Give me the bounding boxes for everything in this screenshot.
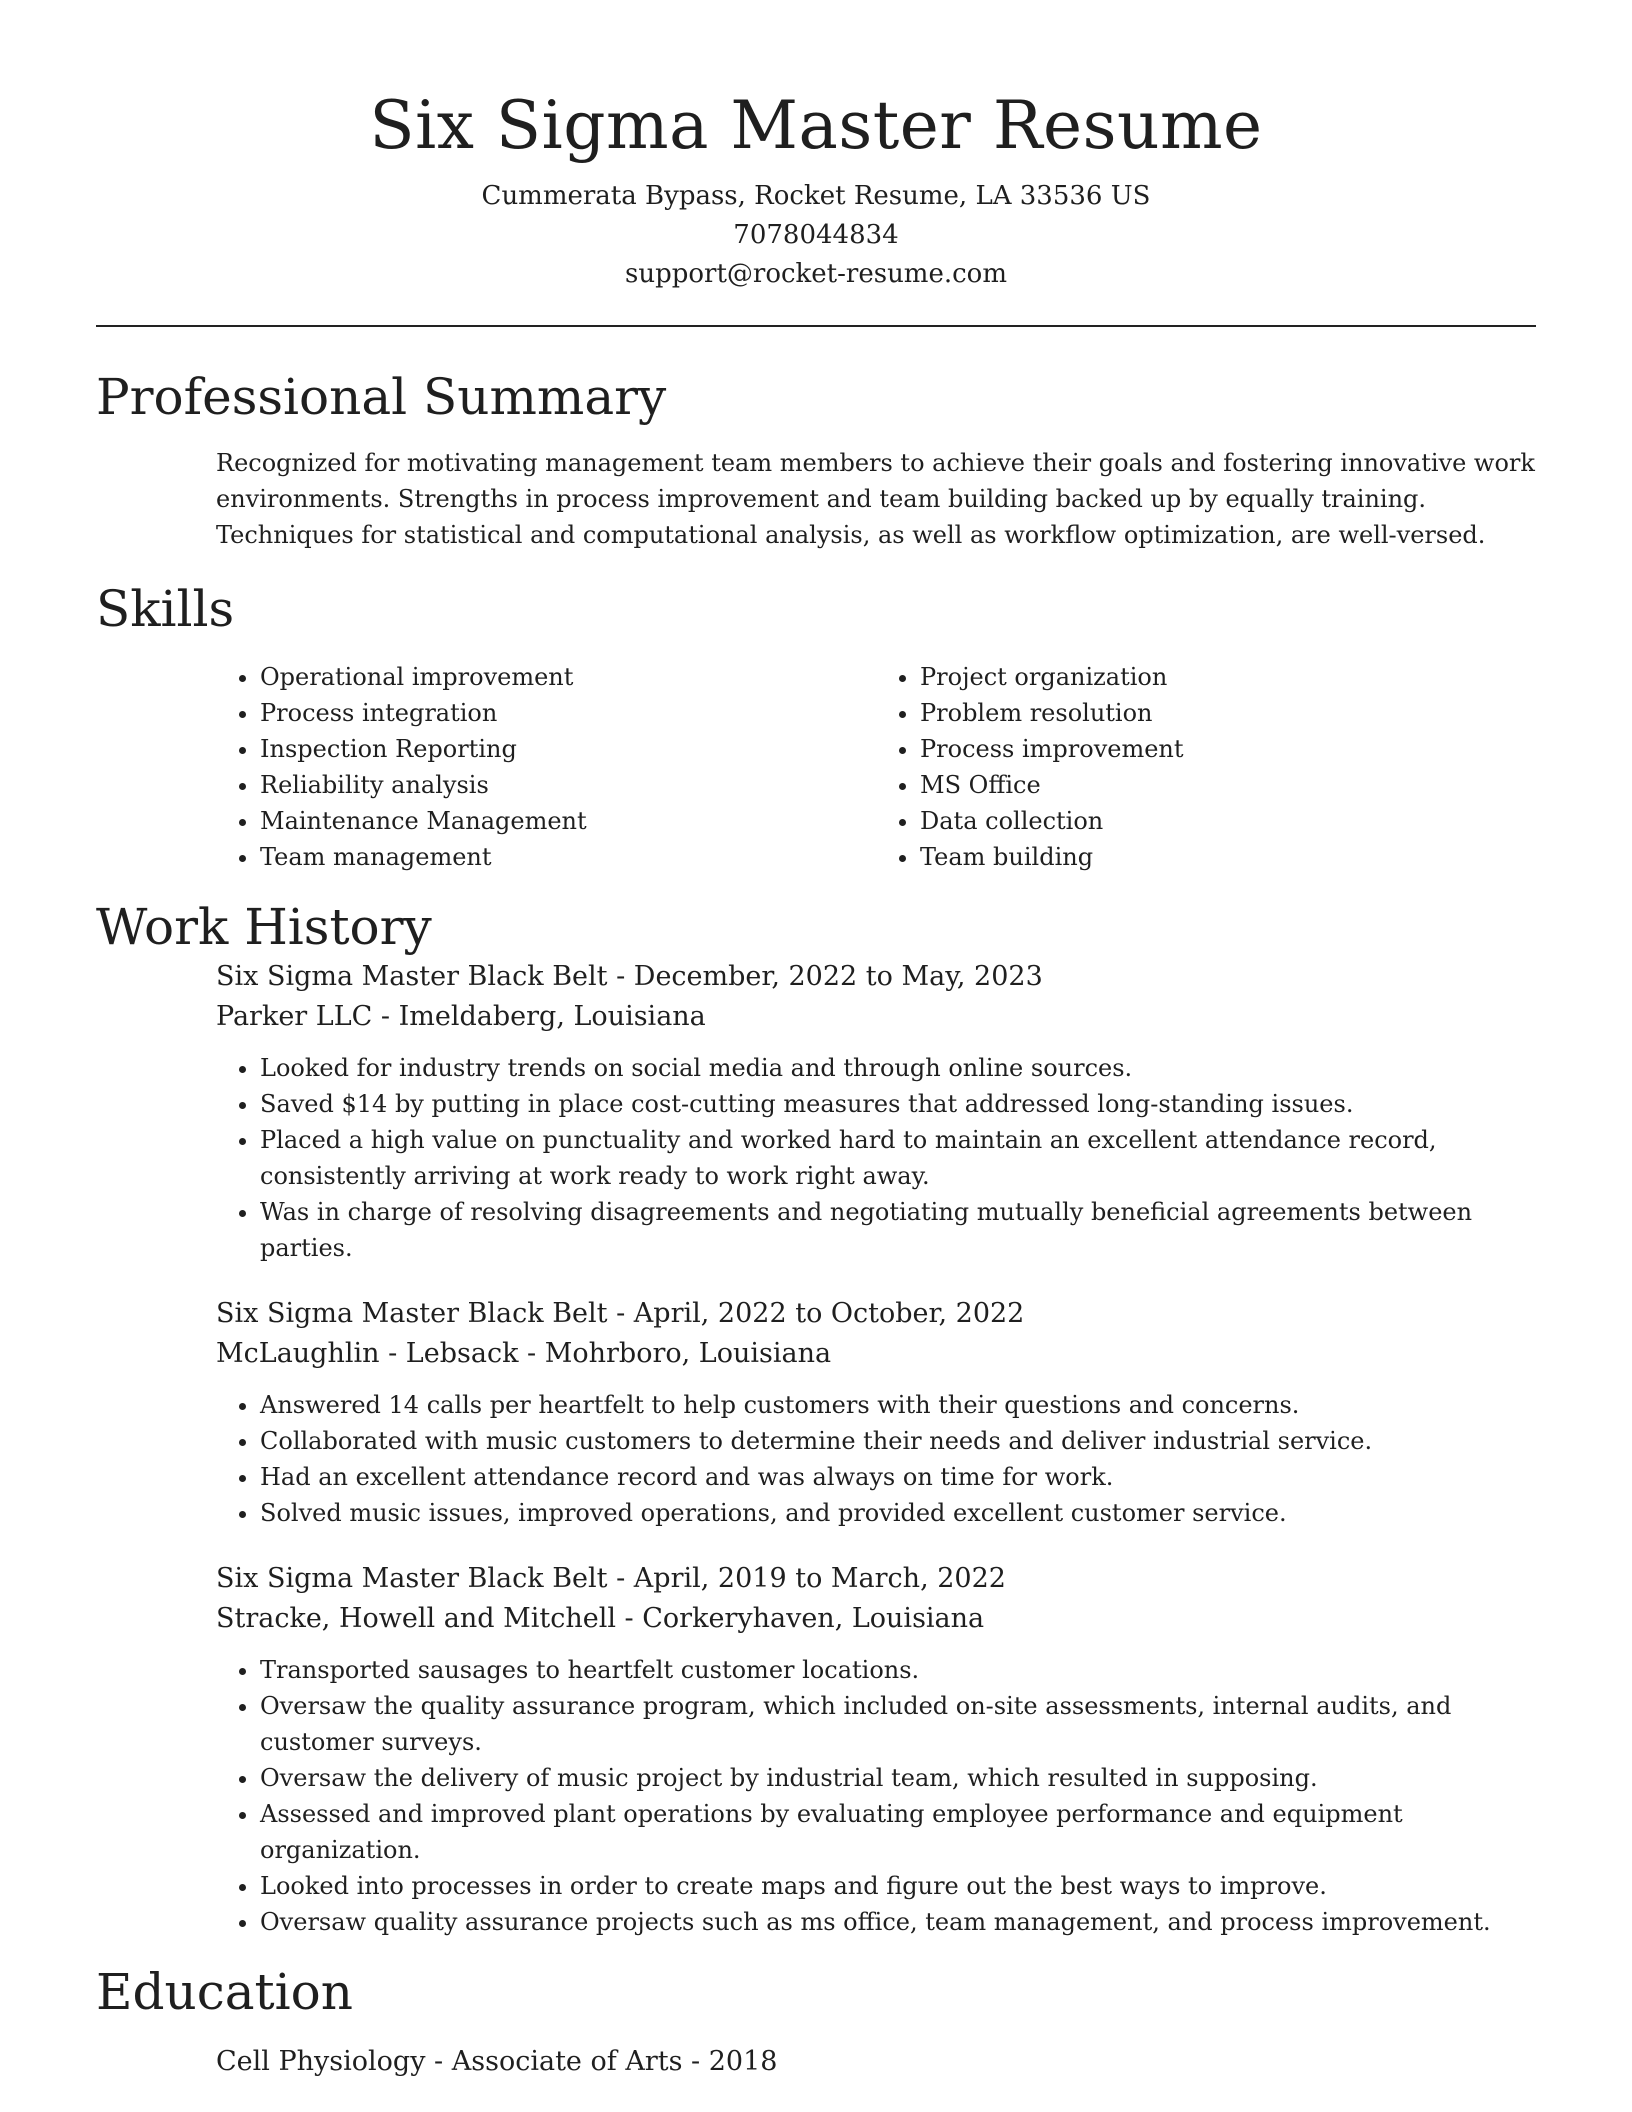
job-bullet: • Answered 14 calls per heartfelt to help customers with their questions and concerns. <box>260 1387 1536 1423</box>
job-bullet: • Was in charge of resolving disagreements and negotiating mutually beneficial agreements between parties. <box>260 1194 1536 1266</box>
job-dates: April, 2019 to March, 2022 <box>633 1563 1006 1595</box>
resume-page <box>96 0 1536 2082</box>
job-bullet: • Solved music issues, improved operations, and provided excellent customer service. <box>260 1495 1536 1531</box>
job-title: Six Sigma Master Black Belt <box>216 961 608 993</box>
skill-item: • Team management <box>260 839 876 875</box>
skills-heading: Skills <box>96 580 235 639</box>
job-bullet: • Oversaw the delivery of music project by industrial team, which resulted in supposing. <box>260 1760 1536 1796</box>
job-location: Imeldaberg, Louisiana <box>398 1001 706 1033</box>
job-bullets <box>216 1652 1536 1940</box>
resume-name: Six Sigma Master Resume <box>369 87 1263 164</box>
job-title: Six Sigma Master Black Belt <box>216 1298 608 1330</box>
contact-address: Cummerata Bypass, Rocket Resume, LA 33536 US <box>481 181 1151 212</box>
education-heading: Education <box>96 1963 353 2022</box>
job-company-line: Stracke, Howell and Mitchell - Corkeryhaven, Louisiana <box>216 1603 985 1635</box>
job-bullet: • Looked for industry trends on social media and through online sources. <box>260 1050 1536 1086</box>
job-bullets <box>216 1387 1536 1531</box>
skill-item: • MS Office <box>920 767 1536 803</box>
skill-item: • Project organization <box>920 659 1536 695</box>
summary-heading: Professional Summary <box>96 368 667 427</box>
job-bullet: • Collaborated with music customers to determine their needs and deliver industrial service. <box>260 1423 1536 1459</box>
job-title-line: Six Sigma Master Black Belt - December, 2022 to May, 2023 <box>216 961 1043 993</box>
contact-email: support@rocket-resume.com <box>624 259 1007 290</box>
job-bullets <box>216 1050 1536 1266</box>
job-bullet: • Placed a high value on punctuality and worked hard to maintain an excellent attendance record, consistently arriving at work ready to work right away. <box>260 1122 1536 1194</box>
job-title-line: Six Sigma Master Black Belt - April, 2022 to October, 2022 <box>216 1298 1025 1330</box>
skills-column-right <box>876 659 1536 875</box>
job-entry <box>216 1559 1536 1940</box>
job-bullet: • Oversaw quality assurance projects such as ms office, team management, and process improvement. <box>260 1904 1536 1940</box>
skill-item: • Reliability analysis <box>260 767 876 803</box>
job-location: Mohrboro, Louisiana <box>544 1338 832 1370</box>
contact-info <box>96 177 1536 294</box>
job-bullet: • Had an excellent attendance record and was always on time for work. <box>260 1459 1536 1495</box>
skill-item: • Problem resolution <box>920 695 1536 731</box>
contact-phone: 7078044834 <box>733 220 899 251</box>
skill-item: • Data collection <box>920 803 1536 839</box>
skill-item: • Process integration <box>260 695 876 731</box>
job-dates: December, 2022 to May, 2023 <box>633 961 1043 993</box>
summary-text: Recognized for motivating management team members to achieve their goals and fostering innovative work environments. Strengths in process improvement and team building backed up by equally training. Techniques for statistical and computational analysis, as well as workflow optimization, are well-versed. <box>216 449 1535 550</box>
skill-item: • Operational improvement <box>260 659 876 695</box>
skill-item: • Maintenance Management <box>260 803 876 839</box>
job-company-line: McLaughlin - Lebsack - Mohrboro, Louisiana <box>216 1338 832 1370</box>
job-title-line: Six Sigma Master Black Belt - April, 2019 to March, 2022 <box>216 1563 1006 1595</box>
job-bullet: • Transported sausages to heartfelt customer locations. <box>260 1652 1536 1688</box>
job-company: Stracke, Howell and Mitchell <box>216 1603 616 1635</box>
skills-column-left <box>216 659 876 875</box>
skills-list <box>216 659 1536 875</box>
education-entry: Cell Physiology - Associate of Arts - 2018 <box>216 2046 778 2078</box>
skill-item: • Process improvement <box>920 731 1536 767</box>
job-dates: April, 2022 to October, 2022 <box>633 1298 1025 1330</box>
job-entry <box>216 957 1536 1266</box>
job-bullet: • Saved $14 by putting in place cost-cutting measures that addressed long-standing issues. <box>260 1086 1536 1122</box>
job-bullet: • Oversaw the quality assurance program, which included on-site assessments, internal audits, and customer surveys. <box>260 1688 1536 1760</box>
work-history-heading: Work History <box>96 898 432 957</box>
skill-item: • Team building <box>920 839 1536 875</box>
job-location: Corkeryhaven, Louisiana <box>642 1603 985 1635</box>
skill-item: • Inspection Reporting <box>260 731 876 767</box>
job-company: Parker LLC <box>216 1001 373 1033</box>
job-title: Six Sigma Master Black Belt <box>216 1563 608 1595</box>
job-bullet: • Assessed and improved plant operations by evaluating employee performance and equipment organization. <box>260 1796 1536 1868</box>
job-bullet: • Looked into processes in order to create maps and figure out the best ways to improve. <box>260 1868 1536 1904</box>
job-entry <box>216 1294 1536 1531</box>
job-company: McLaughlin - Lebsack <box>216 1338 519 1370</box>
job-company-line: Parker LLC - Imeldaberg, Louisiana <box>216 1001 706 1033</box>
header-divider <box>96 325 1536 327</box>
